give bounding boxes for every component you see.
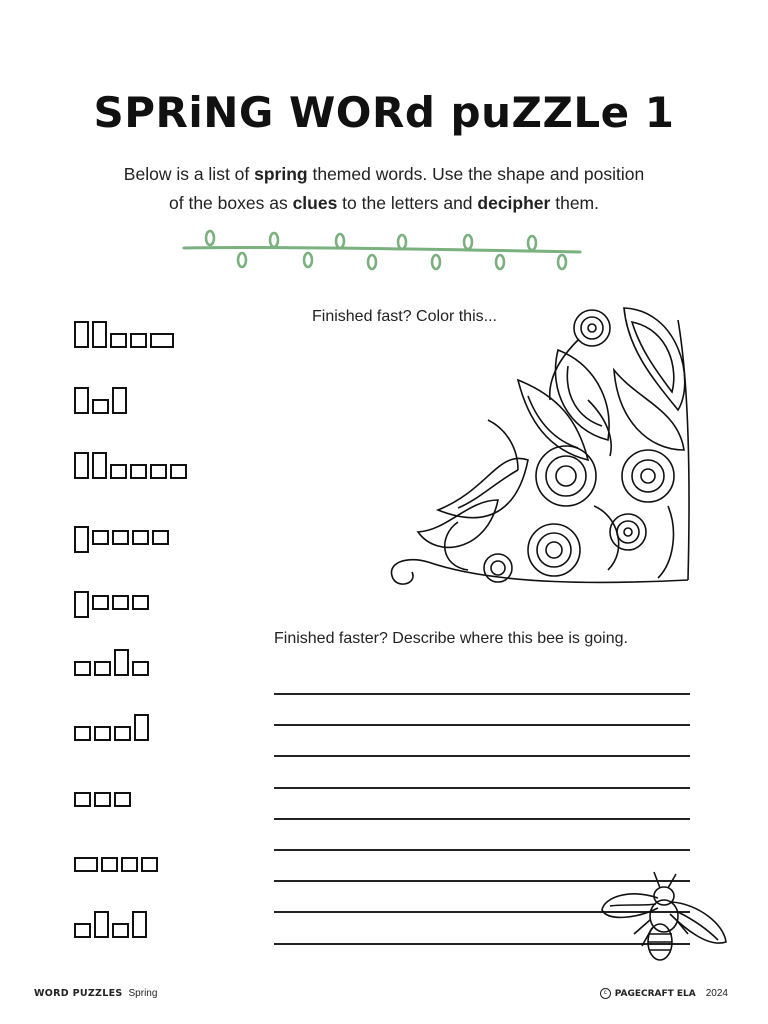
word-boxes-7 xyxy=(74,711,149,741)
text: themed words. Use the shape and position xyxy=(307,164,645,184)
letter-box xyxy=(92,595,109,610)
writing-line xyxy=(274,849,690,851)
theme-label: Spring xyxy=(128,988,158,999)
word-boxes-10 xyxy=(74,908,147,938)
letter-box xyxy=(132,530,149,545)
letter-box xyxy=(74,591,89,618)
letter-box xyxy=(92,530,109,545)
word-boxes-4 xyxy=(74,515,169,545)
letter-box xyxy=(74,452,89,479)
letter-box xyxy=(150,333,174,348)
footer-series xyxy=(34,988,157,999)
word-boxes-1 xyxy=(74,318,174,348)
mandala-corner-icon xyxy=(378,300,694,592)
letter-box xyxy=(74,857,98,872)
letter-box xyxy=(92,399,109,414)
letter-box xyxy=(92,321,107,348)
footer-brand xyxy=(600,988,728,999)
word-boxes-9 xyxy=(74,842,158,872)
letter-box xyxy=(141,857,158,872)
letter-box xyxy=(101,857,118,872)
instructions-line-2 xyxy=(64,189,704,218)
text: to the letters and xyxy=(337,193,478,213)
letter-box xyxy=(170,464,187,479)
letter-box xyxy=(110,464,127,479)
text-bold: decipher xyxy=(477,193,551,213)
letter-box xyxy=(132,661,149,676)
brand-label: PAGECRAFT ELA xyxy=(614,988,696,999)
letter-box xyxy=(94,792,111,807)
letter-box xyxy=(94,661,111,676)
letter-box xyxy=(152,530,169,545)
letter-box xyxy=(74,792,91,807)
year-label: 2024 xyxy=(705,988,728,999)
writing-line xyxy=(274,755,690,757)
word-boxes-8 xyxy=(74,777,131,807)
copyright-icon: c xyxy=(600,988,611,999)
word-boxes-3 xyxy=(74,449,187,479)
letter-box xyxy=(74,661,91,676)
letter-box xyxy=(130,333,147,348)
word-boxes-5 xyxy=(74,580,149,610)
letter-box xyxy=(110,333,127,348)
vine-divider-icon xyxy=(180,226,584,274)
letter-box xyxy=(94,726,111,741)
writing-line xyxy=(274,818,690,820)
text: Below is a list of xyxy=(123,164,255,184)
word-boxes-2 xyxy=(74,384,127,414)
text: them. xyxy=(550,193,599,213)
letter-box xyxy=(112,387,127,414)
letter-box xyxy=(94,911,109,938)
page-title: SPRiNG WORd puZZLe 1 xyxy=(93,88,675,137)
text: of the boxes as xyxy=(169,193,293,213)
letter-box xyxy=(132,911,147,938)
letter-box xyxy=(121,857,138,872)
letter-box xyxy=(74,923,91,938)
prompt-color: Finished fast? Color this... xyxy=(312,308,497,325)
text-bold: spring xyxy=(254,164,308,184)
letter-box xyxy=(112,923,129,938)
letter-box xyxy=(130,464,147,479)
letter-box xyxy=(74,387,89,414)
letter-box xyxy=(114,649,129,676)
prompt-describe: Finished faster? Describe where this bee is going. xyxy=(274,630,628,647)
letter-box xyxy=(112,530,129,545)
letter-box xyxy=(134,714,149,741)
letter-box xyxy=(114,792,131,807)
series-label: WORD PUZZLES xyxy=(34,988,123,999)
instructions-line-1 xyxy=(64,160,704,189)
text-bold: clues xyxy=(292,193,338,213)
bee-icon xyxy=(598,868,730,968)
letter-box xyxy=(114,726,131,741)
letter-box xyxy=(74,526,89,553)
letter-box xyxy=(132,595,149,610)
instructions xyxy=(64,160,704,218)
writing-line xyxy=(274,787,690,789)
letter-box xyxy=(74,726,91,741)
letter-box xyxy=(74,321,89,348)
writing-line xyxy=(274,724,690,726)
writing-line xyxy=(274,693,690,695)
word-boxes-6 xyxy=(74,646,149,676)
letter-box xyxy=(150,464,167,479)
letter-box xyxy=(92,452,107,479)
letter-box xyxy=(112,595,129,610)
